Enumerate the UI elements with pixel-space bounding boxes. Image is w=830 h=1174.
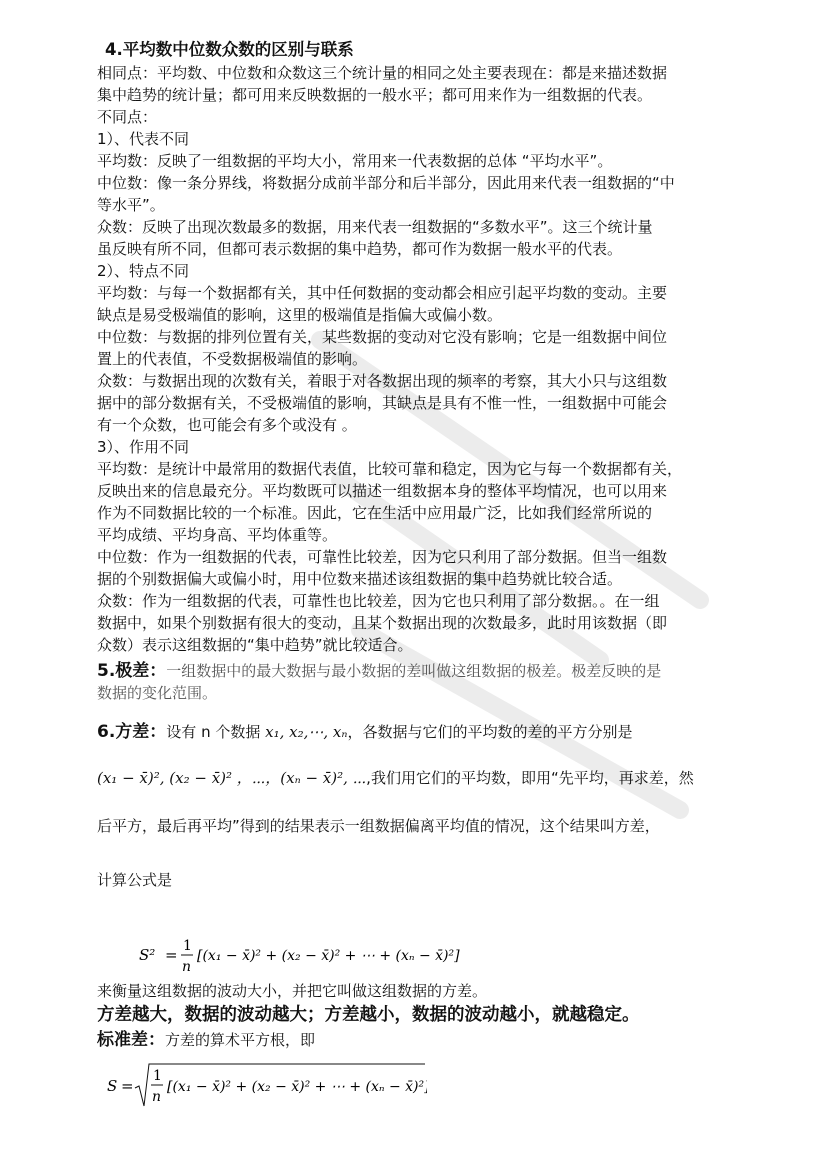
svg-text:[(x₁ − x̄)² + (x₂ − x̄)² + ⋯ +: [(x₁ − x̄)² + (x₂ − x̄)² + ⋯ + (xₙ − x̄)²] [167, 1079, 427, 1095]
svg-text:[(x₁ − x̄)² + (x₂ − x̄)² + ⋯ +: [(x₁ − x̄)² + (x₂ − x̄)² + ⋯ + (xₙ − x̄)²] [197, 948, 460, 964]
svg-text:n: n [182, 959, 192, 975]
section-4-line: 众数：作为一组数据的代表，可靠性也比较差，因为它也只利用了部分数据。。在一组 [97, 592, 660, 610]
section-4-line: 虽反映有所不同，但都可表示数据的集中趋势，都可作为数据一般水平的代表。 [97, 240, 623, 258]
section-4-line: 等水平”。 [97, 196, 165, 214]
section-6-tail: ，各数据与它们的平均数的差的平方分别是 [347, 723, 633, 741]
std-dev-formula [107, 1058, 427, 1114]
svg-text:S²: S² [139, 946, 156, 964]
svg-text:=: = [121, 1077, 134, 1095]
section-5-text: 一组数据中的最大数据与最小数据的差叫做这组数据的极差。极差反映的是 [166, 662, 662, 680]
section-4-body [97, 62, 737, 656]
section-4-line: 平均数：是统计中最常用的数据代表值，比较可靠和稳定，因为它与每一个数据都有关， [97, 460, 683, 478]
section-5-title: 5.极差： [97, 661, 167, 681]
section-4-line: 中位数：像一条分界线，将数据分成前半部分和后半部分，因此用来代表一组数据的“中 [97, 174, 675, 192]
svg-text:n: n [152, 1089, 162, 1105]
svg-text:S: S [107, 1077, 118, 1095]
section-6-title: 6.方差： [97, 722, 167, 742]
section-4-line: 据中的部分数据有关，不受极端值的影响，其缺点是具有不惟一性，一组数据中可能会 [97, 394, 668, 412]
section-6-row4: 计算公式是 [97, 871, 173, 889]
section-4-line: 相同点：平均数、中位数和众数这三个统计量的相同之处主要表现在：都是来描述数据 [97, 64, 668, 82]
section-4-line: 缺点是易受极端值的影响，这里的极端值是指偏大或偏小数。 [97, 306, 503, 324]
section-4-line: 2）、特点不同 [97, 262, 190, 280]
section-6-lead: 设有 n 个数据 [166, 723, 266, 741]
section-4-line: 有一个众数，也可能会有多个或没有 。 [97, 416, 357, 434]
section-6-row2-tail: ,我们用它们的平均数，即用“先平均，再求差，然 [366, 769, 694, 787]
svg-text:1: 1 [153, 1068, 162, 1084]
section-4-line: 平均数：与每一个数据都有关，其中任何数据的变动都会相应引起平均数的变动。主要 [97, 284, 668, 302]
section-4-line: 作为不同数据比较的一个标准。因此，它在生活中应用最广泛，比如我们经常所说的 [97, 504, 653, 522]
after-formula-text: 来衡量这组数据的波动大小，并把它叫做这组数据的方差。 [97, 982, 488, 1000]
section-4-line: 众数）表示这组数据的“集中趋势”就比较适合。 [97, 636, 413, 654]
section-4-line: 置上的代表值，不受数据极端值的影响。 [97, 350, 368, 368]
squared-deviations: (x₁ − x̄)², (x₂ − x̄)² ，⋯，(xₙ − x̄)², ⋯ [97, 769, 367, 787]
variance-formula [139, 932, 479, 976]
svg-text:=: = [165, 946, 178, 964]
section-4-line: 众数：反映了出现次数最多的数据，用来代表一组数据的“多数水平”。这三个统计量 [97, 218, 653, 236]
section-4-line: 中位数：与数据的排列位置有关，某些数据的变动对它没有影响；它是一组数据中间位 [97, 328, 668, 346]
section-4-line: 1）、代表不同 [97, 130, 190, 148]
std-title: 标准差： [97, 1030, 165, 1050]
section-6-variance [97, 720, 737, 744]
section-4-line: 不同点： [97, 108, 158, 126]
section-4-line: 据的个别数据偏大或偏小时，用中位数来描述该组数据的集中趋势就比较合适。 [97, 570, 623, 588]
section-4-line: 平均成绩、平均身高、平均体重等。 [97, 526, 338, 544]
section-4-line: 众数：与数据出现的次数有关，着眼于对各数据出现的频率的考察，其大小只与这组数 [97, 372, 668, 390]
section-4-line: 平均数：反映了一组数据的平均大小，常用来一代表数据的总体 “平均水平”。 [97, 152, 613, 170]
section-5-range [97, 660, 737, 682]
section-6-row2 [97, 766, 737, 790]
section-4-line: 数据中，如果个别数据有很大的变动，且某个数据出现的次数最多，此时用该数据（即 [97, 614, 668, 632]
svg-text:1: 1 [183, 938, 192, 954]
section-4-line: 集中趋势的统计量；都可用来反映数据的一般水平；都可用来作为一组数据的代表。 [97, 86, 653, 104]
std-dev-line [97, 1028, 737, 1052]
section-5-text-cont: 数据的变化范围。 [97, 684, 218, 702]
std-text: 方差的算术平方根，即 [165, 1031, 316, 1049]
section-4-line: 中位数：作为一组数据的代表，可靠性比较差，因为它只利用了部分数据。但当一组数 [97, 548, 668, 566]
section-6-row3: 后平方，最后再平均”得到的结果表示一组数据偏离平均值的情况，这个结果叫方差， [97, 817, 660, 835]
section-4-line: 3）、作用不同 [97, 438, 190, 456]
variance-conclusion: 方差越大，数据的波动越大；方差越小，数据的波动越小，就越稳定。 [97, 1005, 640, 1025]
section-6-vars: x₁, x₂,⋯, xₙ [265, 723, 348, 741]
section-4-line: 反映出来的信息最充分。平均数既可以描述一组数据本身的整体平均情况，也可以用来 [97, 482, 668, 500]
section-4-title: 4.平均数中位数众数的区别与联系 [105, 40, 354, 59]
document-page [97, 38, 737, 1118]
